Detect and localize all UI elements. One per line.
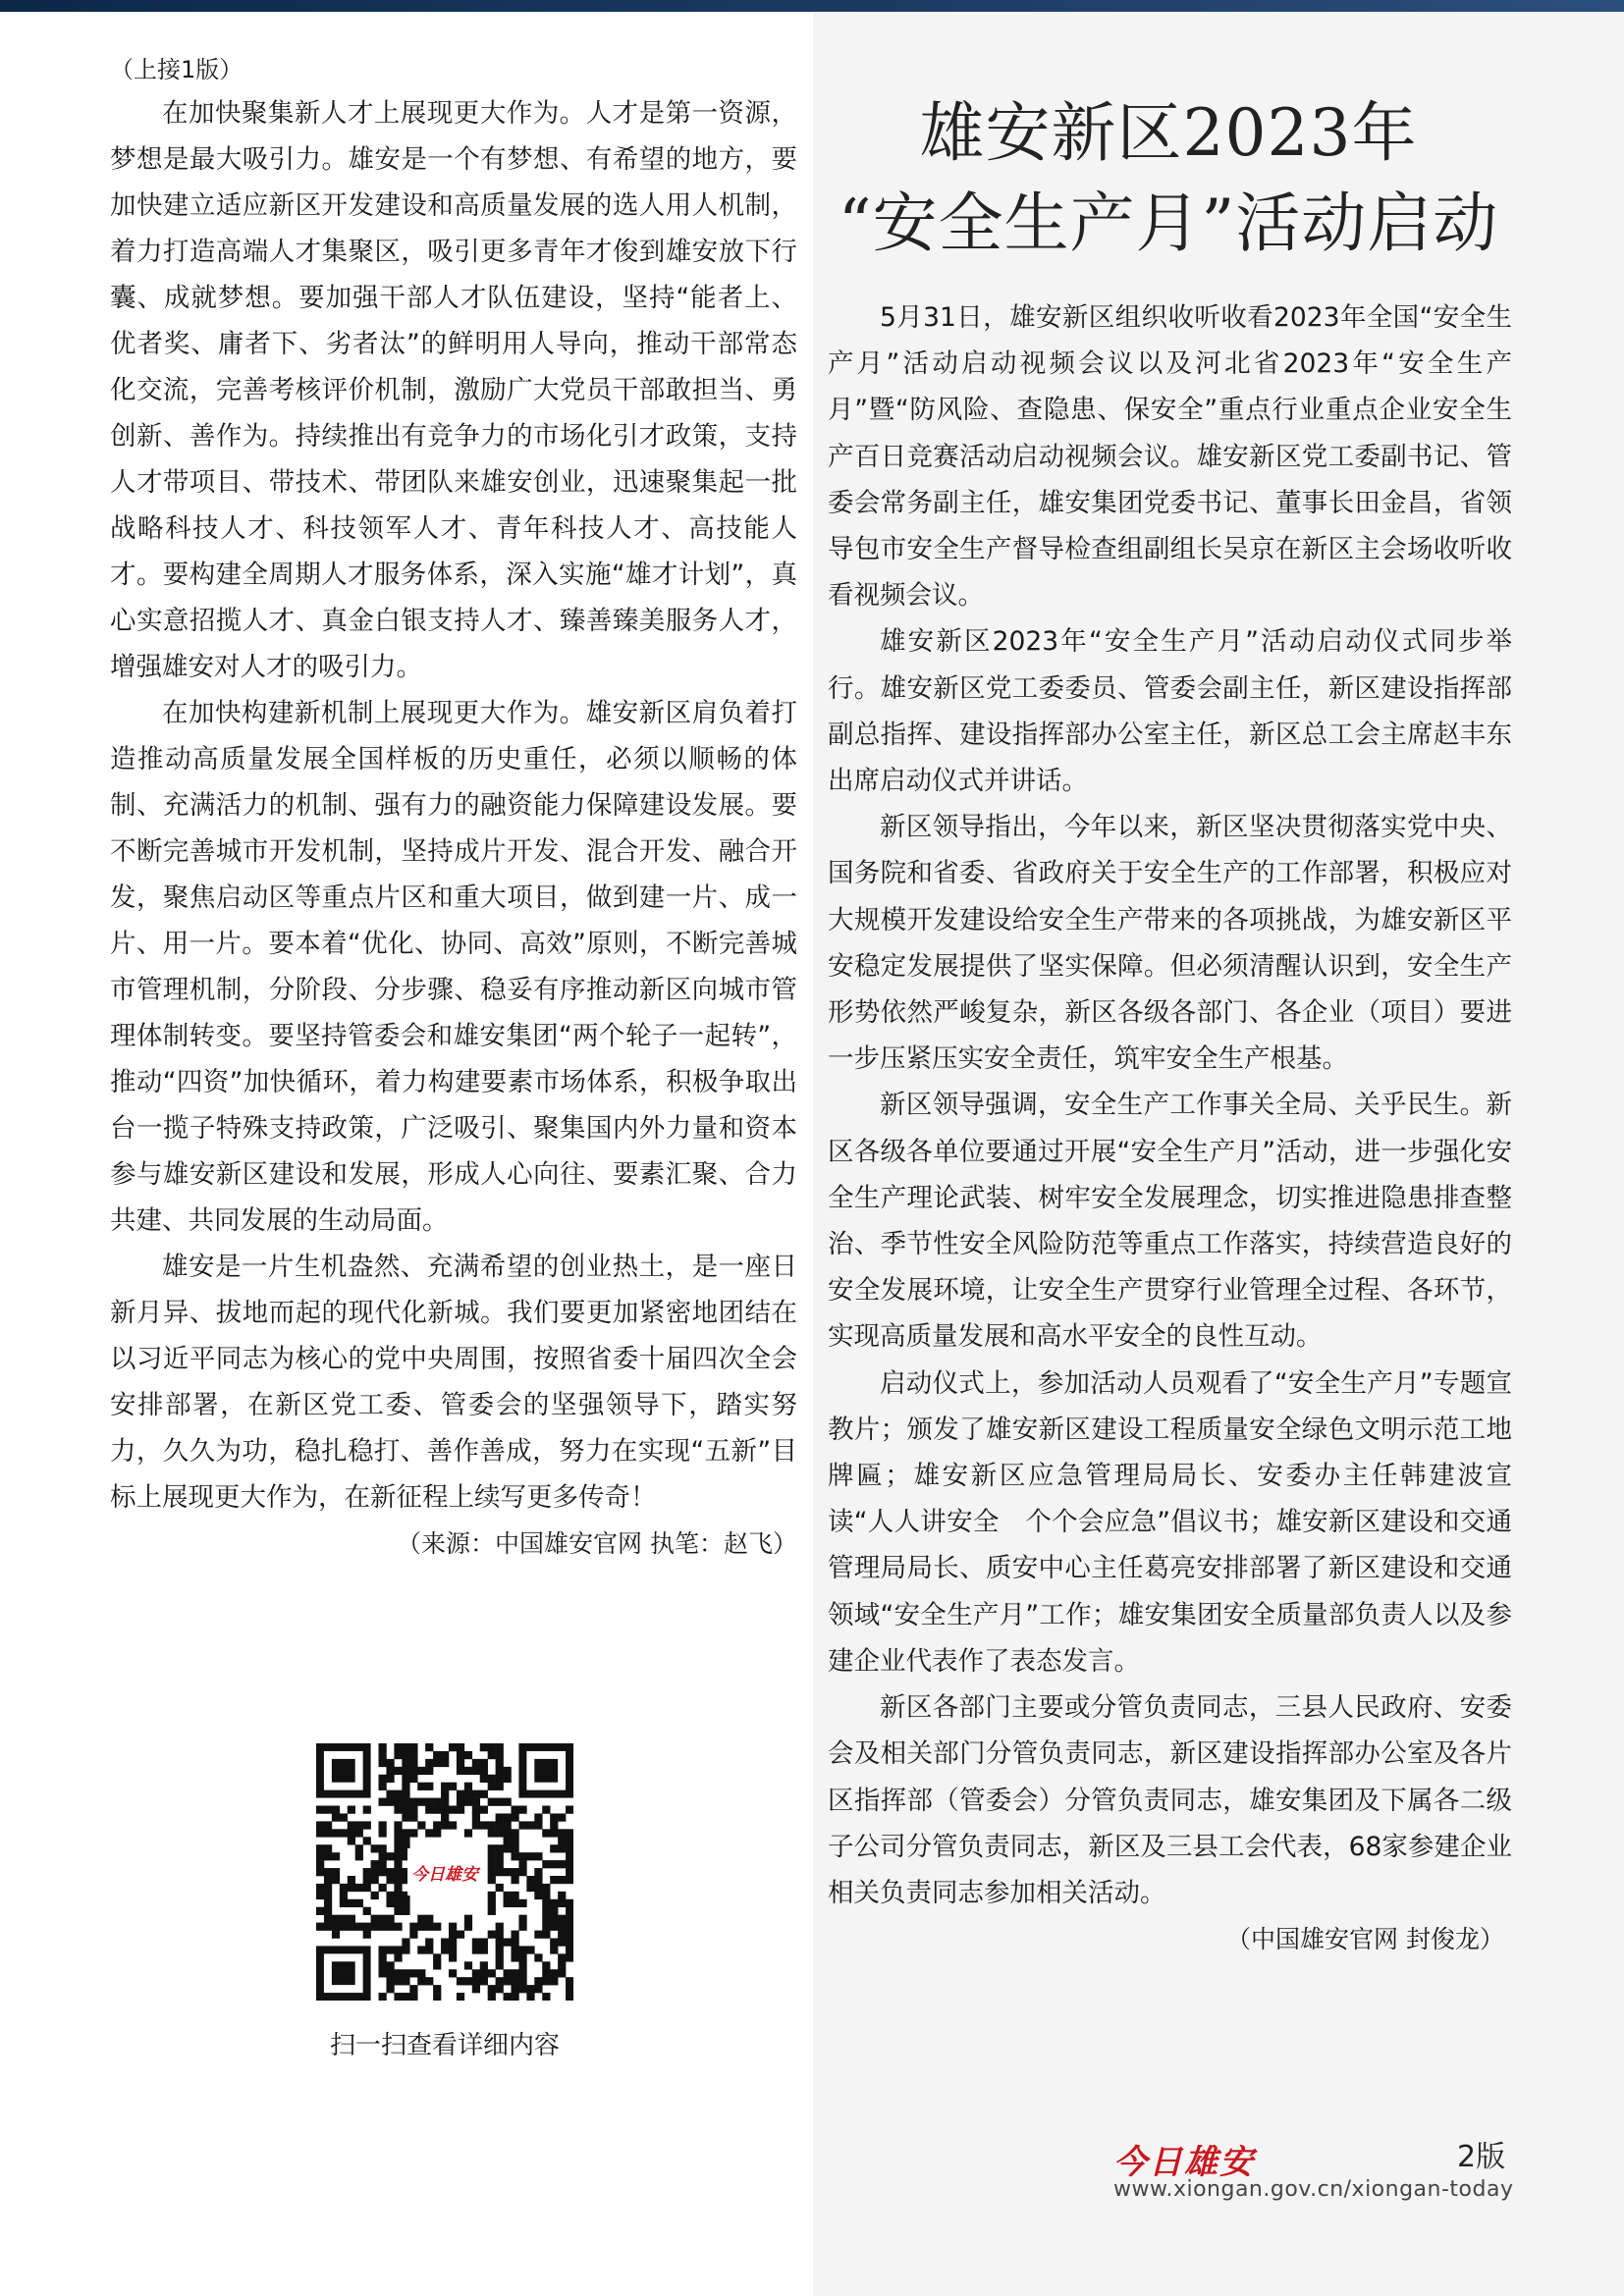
publication-logo: 今日雄安 xyxy=(1113,2143,1255,2182)
left-source-credit: （来源：中国雄安官网 执笔：赵飞） xyxy=(397,1529,797,1558)
left-paragraph-1: 在加快聚集新人才上展现更大作为。人才是第一资源，梦想是最大吸引力。雄安是一个有梦想、有希望的地方，要加快建立适应新区开发建设和高质量发展的选人用人机制，着力打造高端人才集聚区，吸引更多青年才俊到雄安放下行囊、成就梦想。要加强干部人才队伍建设，坚持“能者上、优者奖、庸者下、劣者汰”的鲜明用人导向，推动干部常态化交流，完善考核评价机制，激励广大党员干部敢担当、勇创新、善作为。持续推出有竞争力的市场化引才政策，支持人才带项目、带技术、带团队来雄安创业，迅速聚集起一批战略科技人才、科技领军人才、青年科技人才、高技能人才。要构建全周期人才服务体系，深入实施“雄才计划”，真心实意招揽人才、真金白银支持人才、臻善臻美服务人才，增强雄安对人才的吸引力。 xyxy=(110,98,797,682)
right-paragraph-6: 新区各部门主要或分管负责同志，三县人民政府、安委会及相关部门分管负责同志，新区建设指挥部办公室及各片区指挥部（管委会）分管负责同志，雄安集团及下属各二级子公司分管负责同志，新区及三县工会代表，68家参建企业相关负责同志参加相关活动。 xyxy=(828,1692,1512,1908)
right-paragraph-3: 新区领导指出，今年以来，新区坚决贯彻落实党中央、国务院和省委、省政府关于安全生产的工作部署，积极应对大规模开发建设给安全生产带来的各项挑战，为雄安新区平安稳定发展提供了坚实保障。但必须清醒认识到，安全生产形势依然严峻复杂，新区各级各部门、各企业（项目）要进一步压紧压实安全责任，筑牢安全生产根基。 xyxy=(828,812,1512,1075)
qr-center-logo-text: 今日雄安 xyxy=(411,1865,478,1885)
headline-line-1: 雄安新区2023年 xyxy=(919,95,1418,171)
right-source-credit: （中国雄安官网 封俊龙） xyxy=(1226,1925,1504,1954)
left-paragraph-2: 在加快构建新机制上展现更大作为。雄安新区肩负着打造推动高质量发展全国样板的历史重任，必须以顺畅的体制、充满活力的机制、强有力的融资能力保障建设发展。要不断完善城市开发机制，坚持成片开发、混合开发、融合开发，聚焦启动区等重点片区和重大项目，做到建一片、成一片、用一片。要本着“优化、协同、高效”原则，不断完善城市管理机制，分阶段、分步骤、稳妥有序推动新区向城市管理体制转变。要坚持管委会和雄安集团“两个轮子一起转”，推动“四资”加快循环，着力构建要素市场体系，积极争取出台一揽子特殊支持政策，广泛吸引、聚集国内外力量和资本参与雄安新区建设和发展，形成人心向往、要素汇聚、合力共建、共同发展的生动局面。 xyxy=(110,698,797,1236)
left-column xyxy=(110,49,797,1567)
top-color-bar xyxy=(0,0,1624,12)
right-paragraph-5: 启动仪式上，参加活动人员观看了“安全生产月”专题宣教片；颁发了雄安新区建设工程质量安全绿色文明示范工地牌匾；雄安新区应急管理局局长、安委办主任韩建波宣读“人人讲安全 个个会应急”倡议书；雄安新区建设和交通管理局局长、质安中心主任葛亮安排部署了新区建设和交通领域“安全生产月”工作；雄安集团安全质量部负责人以及参建企业代表作了表态发言。 xyxy=(828,1367,1512,1677)
site-url[interactable]: www.xiongan.gov.cn/xiongan-today xyxy=(1113,2177,1514,2202)
left-paragraph-3: 雄安是一片生机盎然、充满希望的创业热土，是一座日新月异、拔地而起的现代化新城。我们要更加紧密地团结在以习近平同志为核心的党中央周围，按照省委十届四次全会安排部署，在新区党工委、管委会的坚强领导下，踏实努力，久久为功，稳扎稳打、善作善成，努力在实现“五新”目标上展现更大作为，在新征程上续写更多传奇！ xyxy=(110,1252,797,1513)
right-paragraph-2: 雄安新区2023年“安全生产月”活动启动仪式同步举行。雄安新区党工委委员、管委会副主任，新区建设指挥部副总指挥、建设指挥部办公室主任，新区总工会主席赵丰东出席启动仪式并讲话。 xyxy=(828,626,1512,797)
headline-block xyxy=(825,88,1512,269)
page-number: 2版 xyxy=(1457,2140,1506,2174)
right-paragraph-4: 新区领导强调，安全生产工作事关全局、关乎民生。新区各级各单位要通过开展“安全生产月”活动，进一步强化安全生产理论武装、树牢安全发展理念，切实推进隐患排查整治、季节性安全风险防范等重点工作落实，持续营造良好的安全发展环境，让安全生产贯穿行业管理全过程、各环节，实现高质量发展和高水平安全的良性互动。 xyxy=(828,1090,1512,1353)
right-article-body xyxy=(828,294,1512,1962)
qr-caption: 扫一扫查看详细内容 xyxy=(329,2031,560,2060)
continued-note: （上接1版） xyxy=(110,56,244,83)
headline-line-2: “安全生产月”活动启动 xyxy=(838,186,1499,261)
qr-code[interactable] xyxy=(316,1743,573,2001)
right-paragraph-1: 5月31日，雄安新区组织收听收看2023年全国“安全生产月”活动启动视频会议以及河北省2023年“安全生产月”暨“防风险、查隐患、保安全”重点行业重点企业安全生产百日竞赛活动启动视频会议。雄安新区党工委副书记、管委会常务副主任，雄安集团党委书记、董事长田金昌，省领导包市安全生产督导检查组副组长吴京在新区主会场收听收看视频会议。 xyxy=(828,302,1512,612)
